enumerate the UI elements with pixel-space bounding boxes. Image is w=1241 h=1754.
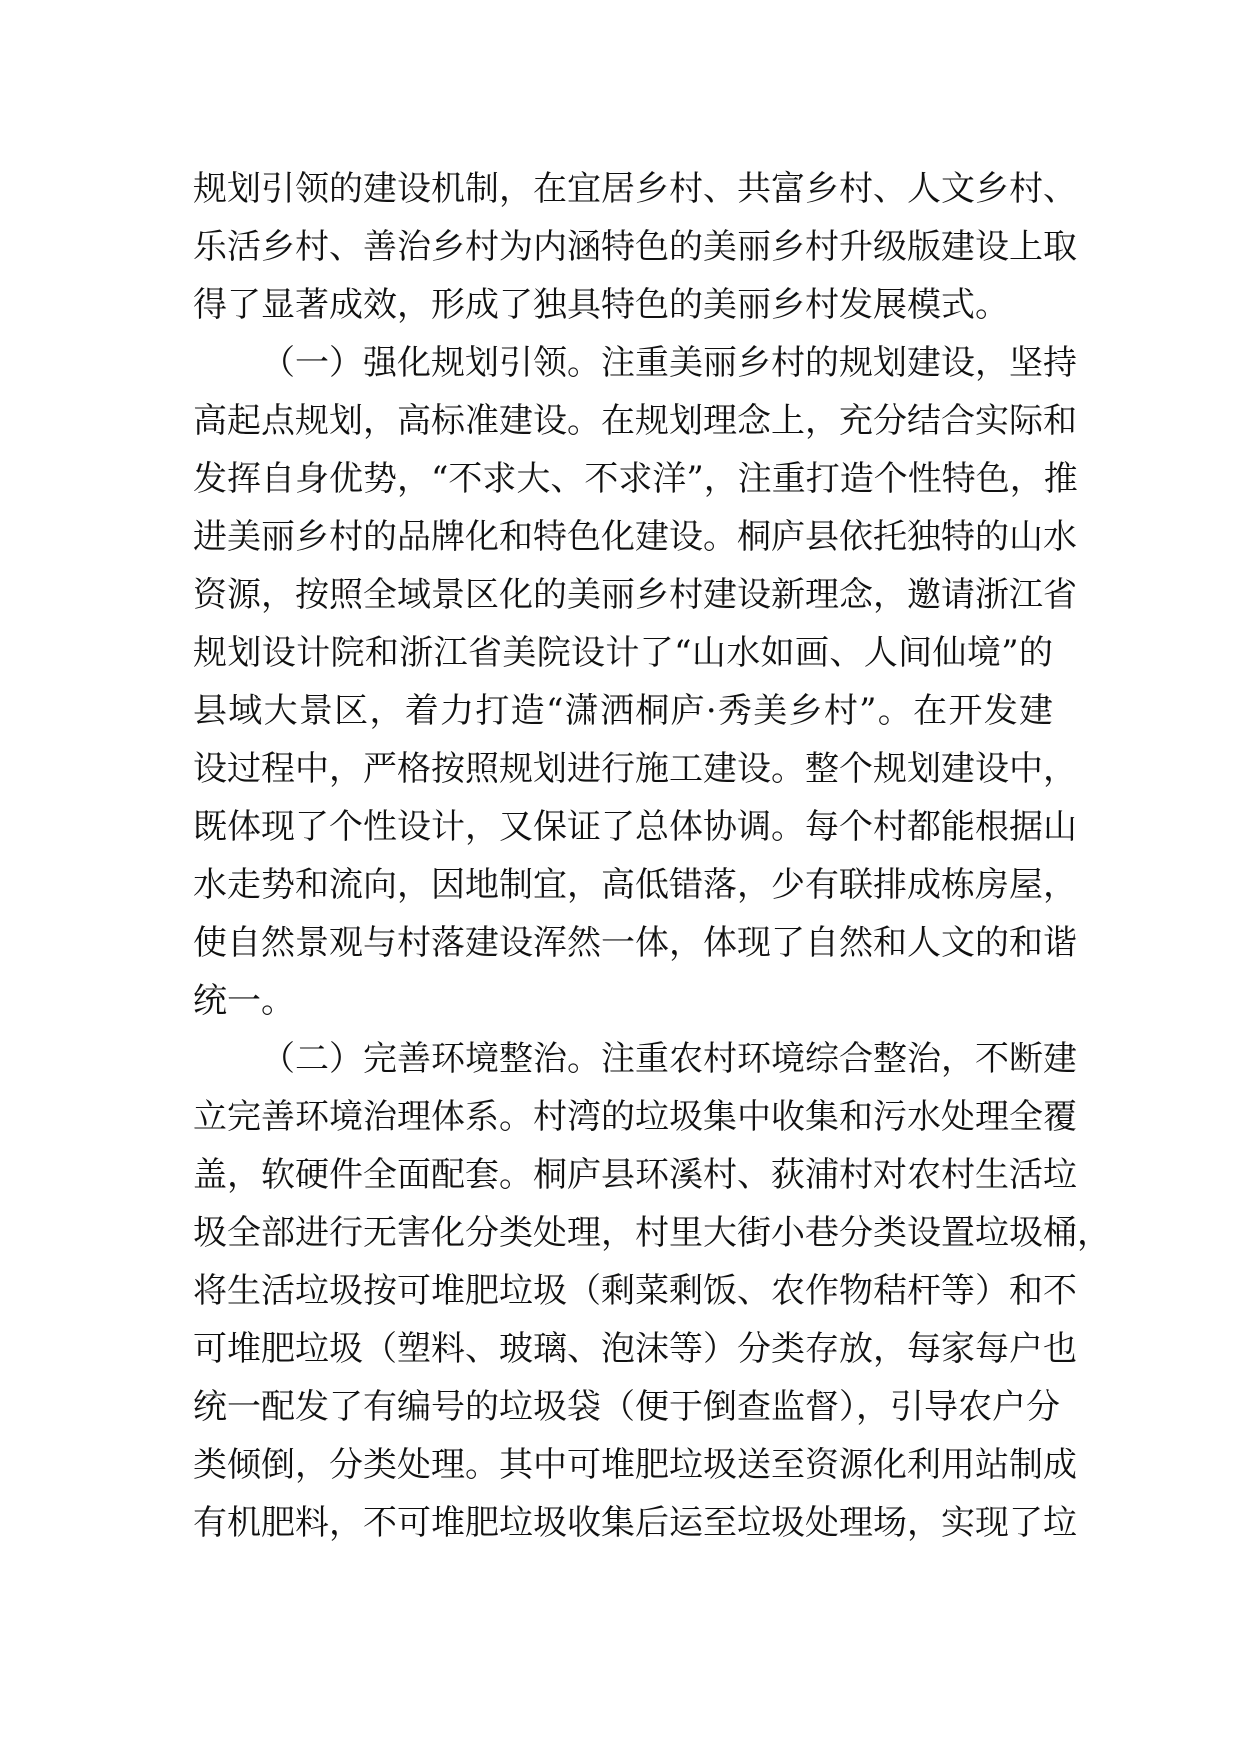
text-line: 统一。 <box>193 981 295 1021</box>
text-line: 使自然景观与村落建设浑然一体，体现了自然和人文的和谐 <box>193 923 1077 963</box>
text-line: 既体现了个性设计，又保证了总体协调。每个村都能根据山 <box>193 807 1077 847</box>
section-heading-line: （一）强化规划引领。注重美丽乡村的规划建设，坚持 <box>261 343 1077 383</box>
text-line: 资源，按照全域景区化的美丽乡村建设新理念，邀请浙江省 <box>193 575 1077 615</box>
text-line: 有机肥料，不可堆肥垃圾收集后运至垃圾处理场，实现了垃 <box>193 1503 1077 1543</box>
body-text <box>193 160 1111 1552</box>
text-line: 高起点规划，高标准建设。在规划理念上，充分结合实际和 <box>193 401 1077 441</box>
text-line: 类倾倒，分类处理。其中可堆肥垃圾送至资源化利用站制成 <box>193 1445 1077 1485</box>
text-line: 可堆肥垃圾（塑料、玻璃、泡沫等）分类存放，每家每户也 <box>193 1329 1077 1369</box>
text-line: 立完善环境治理体系。村湾的垃圾集中收集和污水处理全覆 <box>193 1097 1077 1137</box>
text-line: 圾全部进行无害化分类处理，村里大街小巷分类设置垃圾桶， <box>193 1213 1111 1253</box>
section-heading-line: （二）完善环境整治。注重农村环境综合整治，不断建 <box>261 1039 1077 1079</box>
text-line: 得了显著成效，形成了独具特色的美丽乡村发展模式。 <box>193 285 1009 325</box>
text-line: 水走势和流向，因地制宜，高低错落，少有联排成栋房屋， <box>193 865 1077 905</box>
text-line: 盖，软硬件全面配套。桐庐县环溪村、荻浦村对农村生活垃 <box>193 1155 1077 1195</box>
text-line: 规划引领的建设机制，在宜居乡村、共富乡村、人文乡村、 <box>193 169 1077 209</box>
text-line: 乐活乡村、善治乡村为内涵特色的美丽乡村升级版建设上取 <box>193 227 1077 267</box>
text-line: 发挥自身优势，“不求大、不求洋”，注重打造个性特色，推 <box>193 459 1078 499</box>
text-line: 统一配发了有编号的垃圾袋（便于倒查监督），引导农户分 <box>193 1387 1060 1427</box>
text-line: 县域大景区，着力打造“潇洒桐庐·秀美乡村”。在开发建 <box>193 691 1053 731</box>
text-line: 规划设计院和浙江省美院设计了“山水如画、人间仙境”的 <box>193 633 1053 673</box>
text-line: 将生活垃圾按可堆肥垃圾（剩菜剩饭、农作物秸杆等）和不 <box>193 1271 1077 1311</box>
text-line: 设过程中，严格按照规划进行施工建设。整个规划建设中， <box>193 749 1077 789</box>
text-line: 进美丽乡村的品牌化和特色化建设。桐庐县依托独特的山水 <box>193 517 1077 557</box>
